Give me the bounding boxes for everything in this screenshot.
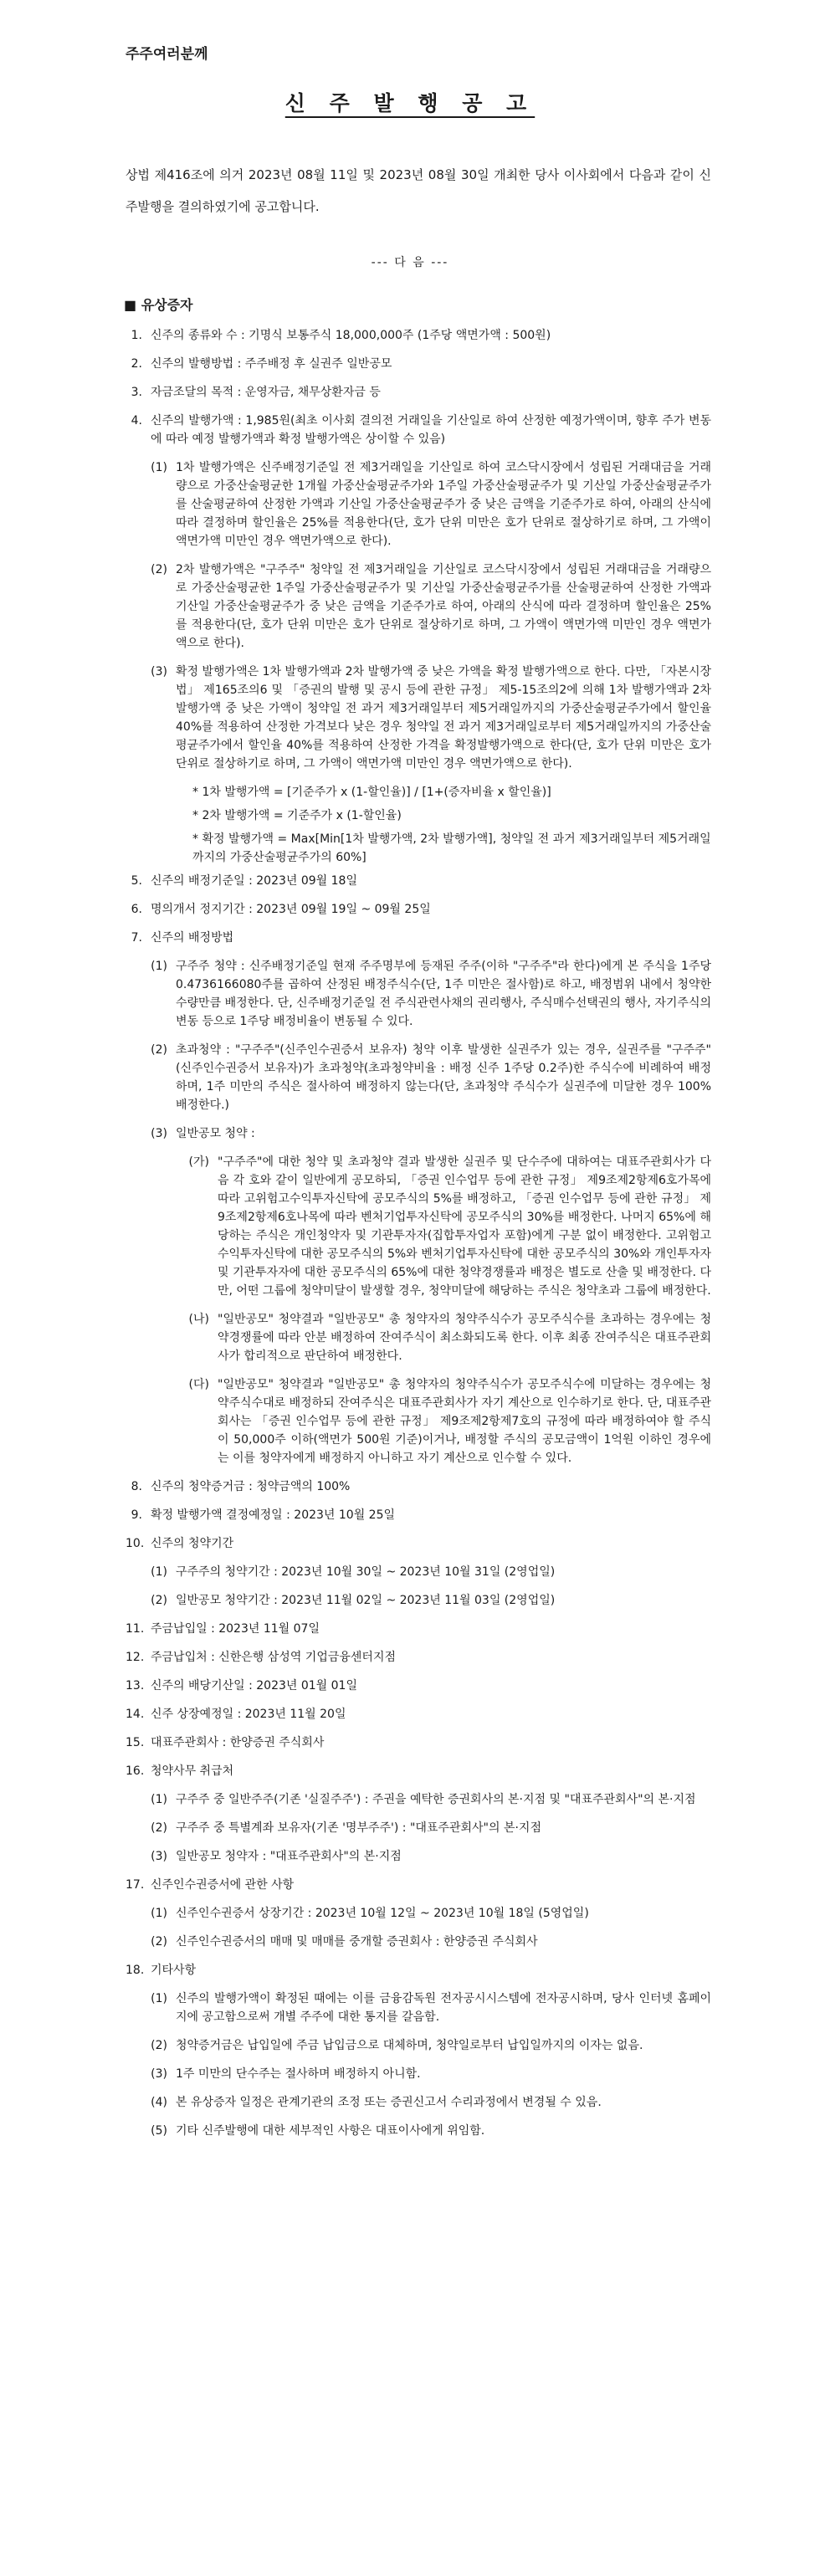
item-number: (2) [151, 1935, 167, 1949]
item-text: 주금납입처 : 신한은행 삼성역 기업금융센터지점 [151, 1651, 396, 1664]
intro-paragraph: 상법 제416조에 의거 2023년 08월 11일 및 2023년 08월 30일 개최한 당사 이사회에서 다음과 같이 신주발행을 결의하였기에 공고합니다. [126, 167, 711, 214]
item-number: 16. [126, 1764, 145, 1778]
list-item [144, 1819, 711, 1837]
list-item [186, 1153, 711, 1300]
item-text: 일반공모 청약 : [176, 1127, 255, 1140]
item-text: 일반공모 청약기간 : 2023년 11월 02일 ~ 2023년 11월 03일 (2영업일) [176, 1594, 556, 1607]
list-item [144, 1790, 711, 1809]
item-text: 신주의 배정기준일 : 2023년 09월 18일 [151, 874, 357, 888]
list-item [144, 2122, 711, 2140]
list-item [126, 1648, 711, 1667]
item-number: 12. [126, 1651, 145, 1664]
list-item [144, 2036, 711, 2055]
list-item [126, 355, 711, 373]
list-item [126, 1734, 711, 1752]
item-number: (가) [188, 1155, 209, 1169]
separator: --- 다 음 --- [371, 256, 449, 269]
list-item [126, 1677, 711, 1695]
item-text: 자금조달의 목적 : 운영자금, 채무상환자금 등 [151, 386, 381, 399]
list-item [126, 872, 711, 890]
item-text: 신주의 발행가액이 확정된 때에는 이를 금융감독원 전자공시시스템에 전자공시하며, 당사 인터넷 홈페이지에 공고함으로써 개별 주주에 대한 통지를 갈음함. [176, 1992, 711, 2024]
list-item [126, 1961, 711, 1979]
list-item [144, 1591, 711, 1610]
item-number: (2) [151, 1043, 167, 1057]
item-text: 신주의 청약기간 [151, 1537, 234, 1550]
item-number: (1) [151, 1992, 167, 2005]
list-item [144, 1933, 711, 1951]
list-item [186, 1375, 711, 1467]
item-text: 신주의 종류와 수 : 기명식 보통주식 18,000,000주 (1주당 액면가액 : 500원) [151, 329, 551, 342]
item-text: 신주인수권증서의 매매 및 매매를 중개할 증권회사 : 한양증권 주식회사 [176, 1935, 538, 1949]
item-number: 13. [126, 1679, 145, 1693]
item-text: "일반공모" 청약결과 "일반공모" 총 청약자의 청약주식수가 공모주식수에 미달하는 경우에는 청약주식수대로 배정하되 잔여주식은 대표주관회사가 자기 계산으로 인수하기로 한다. 단, 대표주관회사는 「증권 인수업무 등에 관한 규정」 제9조제2항제7호의 규정에 따라 배정하여야 할 주식이 50,000주 이하(액면가 500원 기준)이거나, 배정할 주식의 공모금액이 1억원 이하인 경우에는 이를 청약자에게 배정하지 아니하고 자기 계산으로 인수할 수 있다. [218, 1378, 711, 1465]
list-item [144, 561, 711, 653]
list-item [144, 1563, 711, 1581]
formula-line: * 확정 발행가액 = Max[Min[1차 발행가액, 2차 발행가액], 청약일 전 과거 제3거래일부터 제5거래일까지의 가중산술평균주가의 60%] [192, 832, 711, 864]
item-text: 2차 발행가액은 "구주주" 청약일 전 제3거래일을 기산일로 코스닥시장에서 성립된 거래대금을 거래량으로 가중산술평균한 1주일 가중산술평균주가 및 기산일 가중산술평균주가를 산술평균하여 산정한 가액과 기산일 가중산술평균주가 중 낮은 금액을 기준주가로 하여, 아래의 산식에 따라 결정하며 할인율은 25%를 적용한다(단, 호가 단위 미만은 호가 단위로 절상하기로 하며, 그 가액이 액면가액 미만인 경우 액면가액으로 한다). [176, 563, 711, 650]
list-item [144, 957, 711, 1031]
list-item [126, 1534, 711, 1553]
item-number: 1. [131, 329, 142, 342]
list-item [126, 1620, 711, 1638]
item-number: (3) [151, 1850, 167, 1863]
item-number: (1) [151, 960, 167, 973]
item-text: 초과청약 : "구주주"(신주인수권증서 보유자) 청약 이후 발생한 실권주가 있는 경우, 실권주를 "구주주" (신주인수권증서 보유자)가 초과청약(초과청약비율 : 배정 신주 1주당 0.2주)한 주식수에 비례하여 배정하며, 1주 미만의 주식은 절사하여 배정하지 않는다(단, 초과청약 주식수가 실권주에 미달한 경우 100% 배정한다.) [176, 1043, 711, 1112]
item-number: (3) [151, 2067, 167, 2081]
list-item [126, 326, 711, 345]
item-text: 구주주 중 특별계좌 보유자(기존 '명부주주') : "대표주관회사"의 본·지점 [176, 1821, 541, 1835]
item-text: 신주인수권증서에 관한 사항 [151, 1878, 295, 1892]
item-number: (나) [188, 1313, 209, 1326]
item-number: 18. [126, 1964, 145, 1977]
list-item [126, 1477, 711, 1496]
item-text: 신주의 청약증거금 : 청약금액의 100% [151, 1480, 351, 1493]
item-text: 본 유상증자 일정은 관계기관의 조정 또는 증권신고서 수리과정에서 변경될 수 있음. [176, 2096, 602, 2109]
item-text: 신주의 배당기산일 : 2023년 01월 01일 [151, 1679, 357, 1693]
item-number: 3. [131, 386, 142, 399]
item-number: 11. [126, 1622, 145, 1636]
item-number: (4) [151, 2096, 167, 2109]
item-text: 신주인수권증서 상장기간 : 2023년 10월 12일 ~ 2023년 10월 18일 (5영업일) [176, 1907, 589, 1920]
item-text: 구주주의 청약기간 : 2023년 10월 30일 ~ 2023년 10월 31일 (2영업일) [176, 1565, 556, 1579]
item-number: (3) [151, 1127, 167, 1140]
greeting: 주주여러분께 [126, 46, 208, 63]
item-text: 기타 신주발행에 대한 세부적인 사항은 대표이사에게 위임함. [176, 2124, 485, 2138]
item-number: (1) [151, 461, 167, 474]
item-number: 15. [126, 1736, 145, 1749]
item-number: 5. [131, 874, 142, 888]
item-number: (2) [151, 2039, 167, 2052]
item-text: 대표주관회사 : 한양증권 주식회사 [151, 1736, 325, 1749]
item-number: 7. [131, 931, 142, 945]
item-number: 4. [131, 414, 142, 428]
list-item [126, 383, 711, 402]
item-text: 신주의 발행가액 : 1,985원(최초 이사회 결의전 거래일을 기산일로 하여 산정한 예정가액이며, 향후 주가 변동에 따라 예정 발행가액과 확정 발행가액은 상이할 수 있음) [151, 414, 711, 446]
item-number: 6. [131, 903, 142, 916]
formula-line: * 1차 발행가액 = [기준주가 x (1-할인율)] / [1+(증자비율 x 할인율)] [192, 786, 551, 799]
item-number: (2) [151, 563, 167, 576]
item-text: "구주주"에 대한 청약 및 초과청약 결과 발생한 실권주 및 단수주에 대하여는 대표주관회사가 다음 각 호와 같이 일반에게 공모하되, 「증권 인수업무 등에 관한 규정」 제9조제2항제6호가목에 따라 고위험고수익투자신탁에 공모주식의 5%를 배정하고, 「증권 인수업무 등에 관한 규정」 제9조제2항제6호나목에 따라 벤처기업투자신탁에 공모주식의 30%를 배정한다. 나머지 65%에 해당하는 주식은 개인청약자 및 기관투자자(집합투자업자 포함)에게 구분 없이 배정한다. 고위험고수익투자신탁에 대한 공모주식의 5%와 벤처기업투자신탁에 대한 공모주식의 30%와 개인투자자 및 기관투자자에 대한 공모주식의 65%에 대한 청약경쟁률과 배정은 별도로 산출 및 배정한다. 다만, 어떤 그룹에 청약미달이 발생할 경우, 청약미달에 해당하는 주식은 청약초과 그룹에 배정한다. [218, 1155, 711, 1298]
item-text: 구주주 중 일반주주(기존 '실질주주') : 주권을 예탁한 증권회사의 본·지점 및 "대표주관회사"의 본·지점 [176, 1793, 696, 1806]
item-text: 주금납입일 : 2023년 11월 07일 [151, 1622, 320, 1636]
item-number: (1) [151, 1907, 167, 1920]
item-text: "일반공모" 청약결과 "일반공모" 총 청약자의 청약주식수가 공모주식수를 초과하는 경우에는 청약경쟁률에 따라 안분 배정하여 잔여주식이 최소화되도록 한다. 이후 최종 잔여주식은 대표주관회사가 합리적으로 판단하여 배정한다. [218, 1313, 711, 1363]
list-item [144, 2093, 711, 2112]
item-text: 구주주 청약 : 신주배정기준일 현재 주주명부에 등재된 주주(이하 "구주주"라 한다)에게 본 주식을 1주당 0.4736166080주를 곱하여 산정된 배정주식수(단, 1주 미만은 절사함)로 하고, 배정범위 내에서 청약한 수량만큼 배정한다. 단, 신주배정기준일 전 주식관련사채의 권리행사, 주식매수선택권의 행사, 자기주식의 변동 등으로 1주당 배정비율이 변동될 수 있다. [176, 960, 711, 1028]
items-list [0, 326, 820, 2150]
item-number: 14. [126, 1708, 145, 1721]
list-item [144, 1847, 711, 1866]
item-text: 청약사무 취급처 [151, 1764, 234, 1778]
item-text: 청약증거금은 납입일에 주금 납입금으로 대체하며, 청약일로부터 납입일까지의 이자는 없음. [176, 2039, 643, 2052]
list-item [144, 1990, 711, 2026]
item-text: 일반공모 청약자 : "대표주관회사"의 본·지점 [176, 1850, 402, 1863]
list-item [126, 1506, 711, 1524]
item-number: 9. [131, 1508, 142, 1522]
list-item [144, 1124, 711, 1143]
list-item [144, 663, 711, 773]
item-number: 8. [131, 1480, 142, 1493]
item-number: (1) [151, 1793, 167, 1806]
list-item [126, 1762, 711, 1780]
list-item [144, 2065, 711, 2083]
item-text: 1주 미만의 단수주는 절사하며 배정하지 아니함. [176, 2067, 421, 2081]
item-text: 기타사항 [151, 1964, 197, 1977]
item-number: 10. [126, 1537, 145, 1550]
item-text: 신주의 발행방법 : 주주배정 후 실권주 일반공모 [151, 357, 392, 371]
list-item [126, 412, 711, 448]
list-item [126, 1705, 711, 1723]
list-item [186, 1310, 711, 1365]
list-item [144, 1041, 711, 1114]
item-number: (1) [151, 1565, 167, 1579]
list-item [144, 1904, 711, 1923]
item-number: 17. [126, 1878, 145, 1892]
formula-line: * 2차 발행가액 = 기준주가 x (1-할인율) [192, 809, 402, 822]
item-number: (5) [151, 2124, 167, 2138]
item-number: 2. [131, 357, 142, 371]
item-text: 확정 발행가액은 1차 발행가액과 2차 발행가액 중 낮은 가액을 확정 발행가액으로 한다. 다만, 「자본시장법」 제165조의6 및 「증권의 발행 및 공시 등에 관한 규정」 제5-15조의2에 의해 1차 발행가액과 2차 발행가액 중 낮은 가액이 청약일 전 과거 제3거래일부터 제5거래일까지의 가중산술평균주가에서 할인율 40%를 적용하여 산정한 가격보다 낮은 경우 청약일 전 과거 제3거래일로부터 제5거래일까지의 가중산술평균주가에서 할인율 40%를 적용하여 산정한 가격을 확정발행가액으로 한다(단, 호가 단위 미만은 호가 단위로 절상하기로 하며, 그 가액이 액면가액 미만인 경우 액면가액으로 한다). [176, 665, 711, 771]
item-number: (3) [151, 665, 167, 679]
item-number: (다) [188, 1378, 209, 1391]
item-text: 신주의 배정방법 [151, 931, 234, 945]
list-item [126, 929, 711, 947]
item-text: 확정 발행가액 결정예정일 : 2023년 10월 25일 [151, 1508, 396, 1522]
item-text: 신주 상장예정일 : 2023년 11월 20일 [151, 1708, 346, 1721]
list-item [144, 458, 711, 551]
item-number: (2) [151, 1594, 167, 1607]
item-text: 1차 발행가액은 신주배정기준일 전 제3거래일을 기산일로 하여 코스닥시장에서 성립된 거래대금을 거래량으로 가중산술평균한 1개월 가중산술평균주가와 1주일 가중산술평균주가 및 기산일 가중산술평균주가를 산술평균하여 산정한 가액과 기산일 가중산술평균주가 중 낮은 금액을 기준주가로 하여, 아래의 산식에 따라 결정하며 할인율은 25%를 적용한다(단, 호가 단위 미만은 호가 단위로 절상하기로 하며, 그 가액이 액면가액 미만인 경우 액면가액으로 한다). [176, 461, 711, 548]
page-title: 신 주 발 행 공 고 [284, 91, 536, 115]
section-title: ■ 유상증자 [124, 297, 193, 313]
list-item [126, 900, 711, 919]
list-item [126, 1876, 711, 1894]
item-number: (2) [151, 1821, 167, 1835]
item-text: 명의개서 정지기간 : 2023년 09월 19일 ~ 09월 25일 [151, 903, 431, 916]
